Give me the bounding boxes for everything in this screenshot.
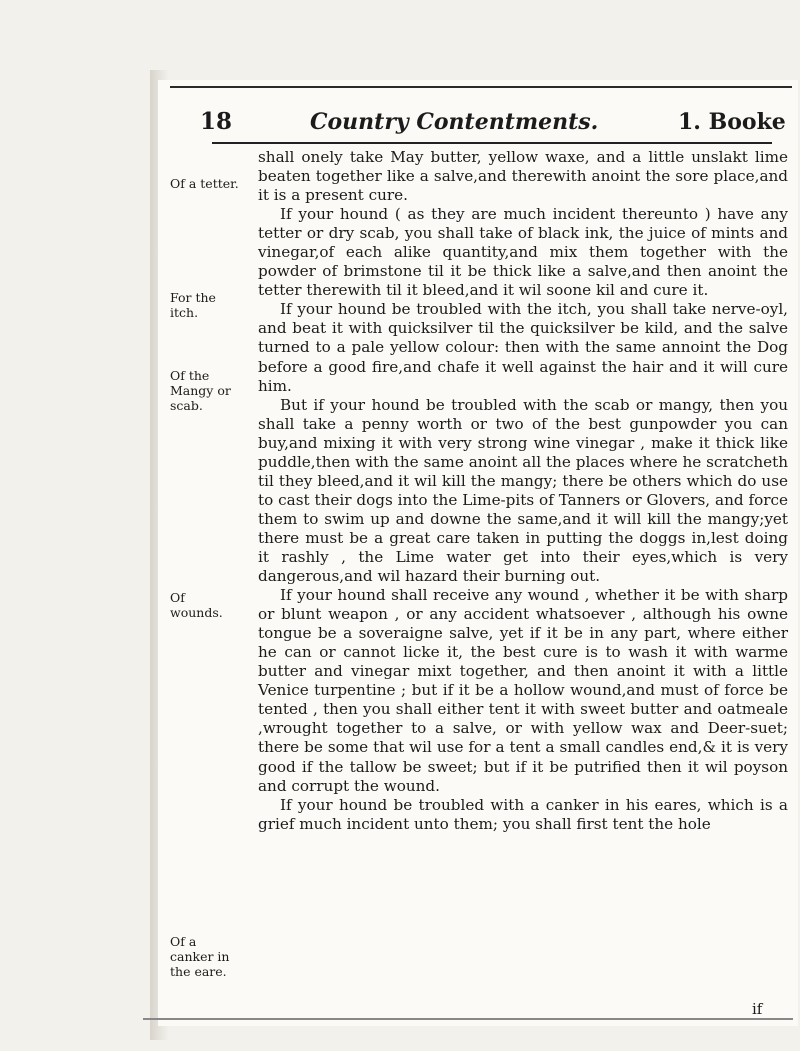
- page-number: 18: [200, 108, 233, 135]
- running-head: [200, 108, 800, 138]
- book-label: 1. Booke: [678, 109, 786, 135]
- body-text: [258, 148, 788, 834]
- paragraph: shall onely take May butter, yellow waxe, and a little unslakt lime beaten together like a salve,and therewith anoint the sore place,and it is a present cure.: [258, 148, 788, 205]
- margin-note-canker: Of a canker in the eare.: [170, 934, 230, 979]
- margin-note-wounds: Of wounds.: [170, 590, 223, 620]
- paragraph: If your hound shall receive any wound , whether it be with sharp or blunt weapon , or any accident whatsoever , although his owne tongue be a soveraigne salve, yet if it be in any part, where either he can or cannot licke it, the best cure is to wash it with warme butter and vinegar mixt together, and then anoint it with a little Venice turpentine ; but if it be a hollow wound,and must of force be tented , then you shall either tent it with sweet butter and oatmeale ,wrought together to a salve, or with yellow wax and Deer-suet; there be some that wil use for a tent a small candles end,& it is very good if the tallow be sweet; but if it be putrified then it wil poyson and corrupt the wound.: [258, 586, 788, 795]
- margin-note-itch: For the itch.: [170, 290, 216, 320]
- paragraph: If your hound be troubled with a canker in his eares, which is a grief much incident unto them; you shall first tent the hole: [258, 795, 788, 833]
- margin-note-mangy: Of the Mangy or scab.: [170, 368, 231, 413]
- header-rule: [212, 142, 772, 144]
- bottom-edge: [143, 1018, 793, 1020]
- margin-note-tetter: Of a tetter.: [170, 176, 239, 191]
- paragraph: If your hound ( as they are much incident thereunto ) have any tetter or dry scab, you shall take of black ink, the juice of mints and vinegar,of each alike quantity,and mix them together with the powder of brimstone til it be thick like a salve,and then anoint the tetter therewith til it bleed,and it wil soone kil and cure it.: [258, 205, 788, 300]
- running-title: Country Contentments.: [310, 109, 599, 135]
- catchword: if: [752, 1000, 763, 1018]
- paragraph: But if your hound be troubled with the scab or mangy, then you shall take a penny worth or two of the best gunpowder you can buy,and mixing it with very strong wine vinegar , make it thick like puddle,then with the same anoint all the places where he scratcheth til they bleed,and it wil kill the mangy; there be others which do use to cast their dogs into the Lime-pits of Tanners or Glovers, and force them to swim up and downe the same,and it will kill the mangy;yet there must be a great care taken in putting the doggs in,lest doing it rashly , the Lime water get into their eyes,which is very dangerous,and wil hazard their burning out.: [258, 395, 788, 586]
- top-border: [170, 86, 792, 88]
- paragraph: If your hound be troubled with the itch, you shall take nerve-oyl, and beat it with quicksilver til the quicksilver be kild, and the salve turned to a pale yellow colour: then with the same annoint the Dog before a good fire,and chafe it well against the hair and it will cure him.: [258, 300, 788, 395]
